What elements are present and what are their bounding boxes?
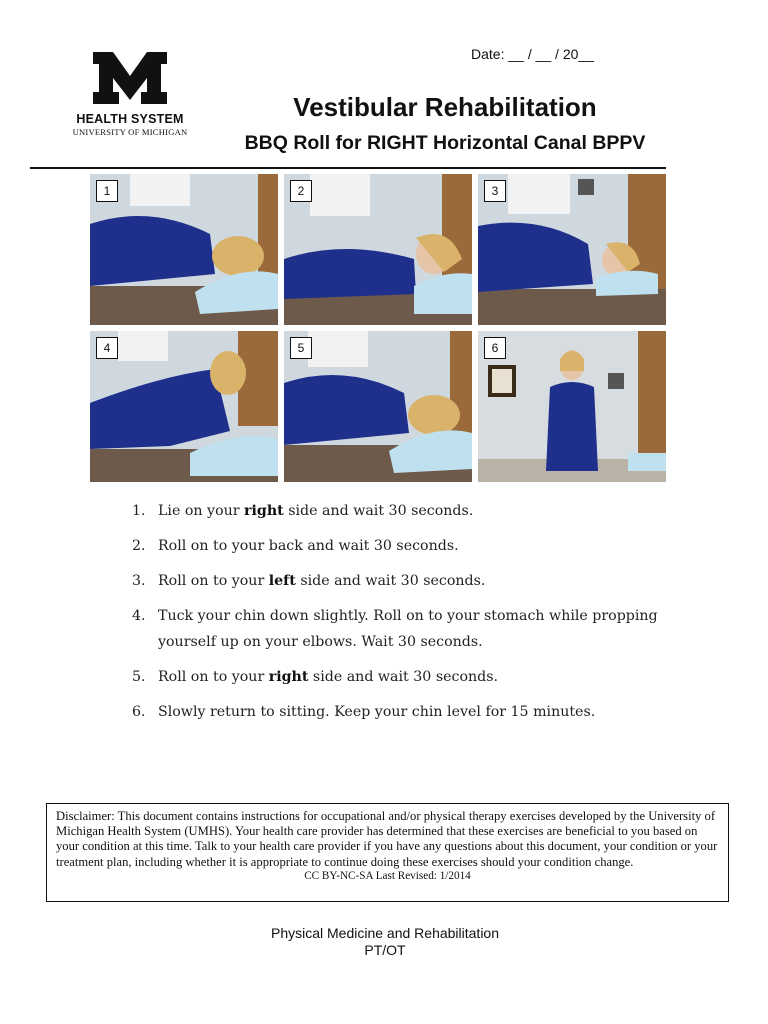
license-revision-text: CC BY-NC-SA Last Revised: 1/2014 (304, 869, 471, 882)
photo-step-label: 2 (290, 180, 312, 202)
step-text: Slowly return to sitting. Keep your chin level for 15 minutes. (158, 704, 596, 720)
step-text: Roll on to your right side and wait 30 seconds. (158, 669, 498, 685)
exercise-photo-grid (90, 174, 666, 482)
list-item (132, 699, 712, 725)
disclaimer-box (46, 803, 729, 902)
photo-step-3 (478, 174, 666, 325)
step-number: 6. (132, 704, 146, 720)
instruction-list (132, 498, 712, 734)
photo-step-4 (90, 331, 278, 482)
list-item (132, 498, 712, 524)
department-subunit: PT/OT (364, 942, 406, 958)
step-text: Roll on to your back and wait 30 seconds. (158, 538, 459, 554)
university-logo (64, 50, 196, 137)
header-divider (30, 167, 666, 169)
photo-step-label: 5 (290, 337, 312, 359)
photo-step-1 (90, 174, 278, 325)
page-title: Vestibular Rehabilitation (293, 92, 597, 122)
step-number: 5. (132, 669, 146, 685)
step-text: Tuck your chin down slightly. Roll on to your stomach while propping yourself up on your elbows. Wait 30 seconds. (158, 608, 658, 650)
photo-step-6 (478, 331, 666, 482)
step-number: 1. (132, 503, 146, 519)
photo-step-label: 1 (96, 180, 118, 202)
photo-step-5 (284, 331, 472, 482)
step-text: Lie on your right side and wait 30 seconds. (158, 503, 474, 519)
logo-university-text: UNIVERSITY OF MICHIGAN (72, 127, 188, 137)
disclaimer-text: Disclaimer: This document contains instructions for occupational and/or physical therapy exercises developed by the University of Michigan Health System (UMHS). Your health care provider has determined that these exercises are beneficial to you based on your condition at this time. Talk to your health care provider if you have any questions about this document, your condition or your treatment plan, including whether it is appropriate to continue doing these exercises should your condition change. (56, 809, 718, 869)
page-subtitle: BBQ Roll for RIGHT Horizontal Canal BPPV (244, 132, 646, 154)
photo-step-label: 6 (484, 337, 506, 359)
photo-step-label: 3 (484, 180, 506, 202)
photo-step-2 (284, 174, 472, 325)
step-number: 3. (132, 573, 146, 589)
logo-health-system-text: HEALTH SYSTEM (76, 112, 184, 126)
photo-step-label: 4 (96, 337, 118, 359)
list-item (132, 533, 712, 559)
department-name: Physical Medicine and Rehabilitation (270, 925, 500, 941)
list-item (132, 603, 712, 655)
step-text: Roll on to your left side and wait 30 seconds. (158, 573, 486, 589)
block-m-logo-icon (91, 50, 169, 106)
step-number: 2. (132, 538, 146, 554)
step-number: 4. (132, 608, 146, 624)
list-item (132, 568, 712, 594)
list-item (132, 664, 712, 690)
date-field: Date: __ / __ / 20__ (471, 46, 594, 62)
